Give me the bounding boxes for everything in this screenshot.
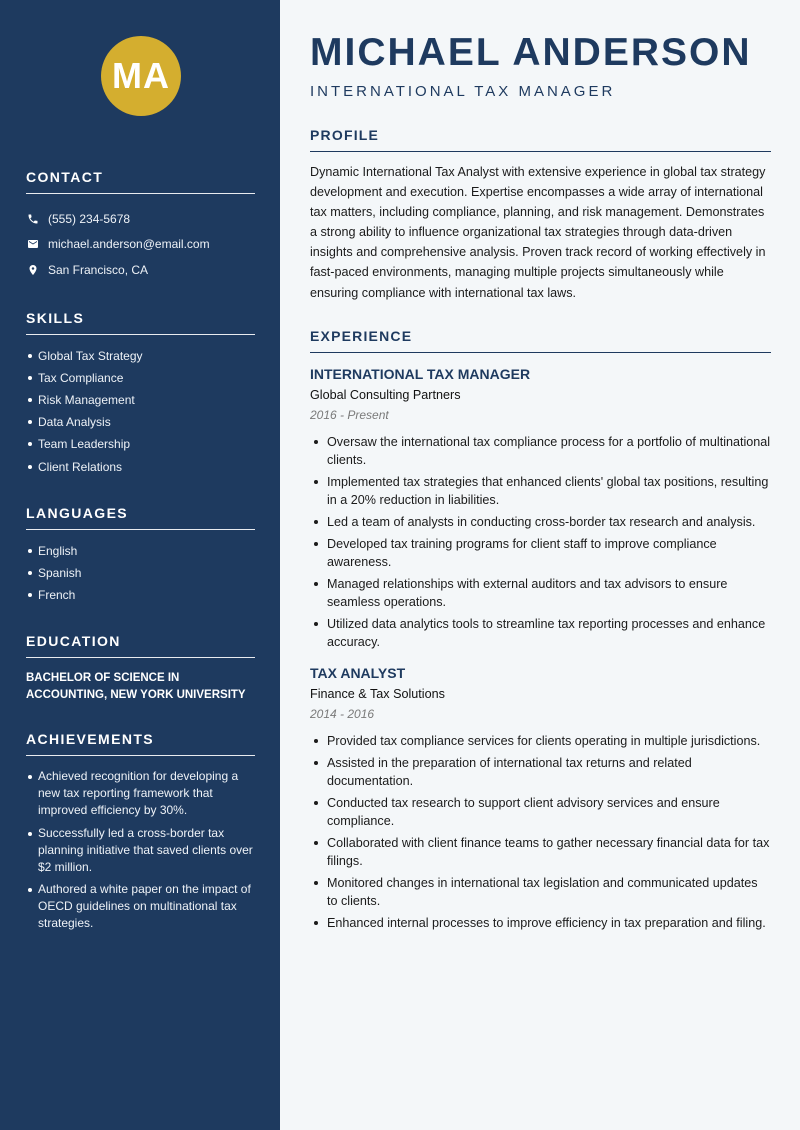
job-bullet: Monitored changes in international tax legislation and communicated updates to clients. (310, 874, 771, 910)
avatar (101, 36, 181, 116)
languages-section (26, 505, 255, 607)
achievements-heading: ACHIEVEMENTS (26, 731, 255, 756)
job-dates: 2014 - 2016 (310, 706, 375, 721)
contact-location (26, 257, 255, 283)
achievement-item: Authored a white paper on the impact of OECD guidelines on multinational tax strategies. (26, 881, 255, 932)
contact-email (26, 232, 255, 258)
contact-section (26, 169, 255, 283)
profile-section (310, 127, 771, 303)
avatar-initials: MA (112, 55, 170, 96)
job-bullets (310, 433, 771, 651)
job-bullet: Managed relationships with external auditors and tax advisors to ensure seamless operations. (310, 575, 771, 611)
languages-heading: LANGUAGES (26, 505, 255, 530)
contact-list (26, 206, 255, 283)
job-company: Global Consulting Partners (310, 387, 461, 402)
contact-phone (26, 206, 255, 232)
sidebar (0, 0, 280, 1130)
candidate-role: INTERNATIONAL TAX MANAGER (310, 83, 616, 100)
job-bullet: Developed tax training programs for client staff to improve compliance awareness. (310, 535, 771, 571)
candidate-name: MICHAEL ANDERSON (310, 31, 752, 74)
skills-list (26, 345, 255, 478)
skill-item: Data Analysis (26, 411, 255, 433)
languages-list (26, 540, 255, 607)
job-bullet: Oversaw the international tax compliance process for a portfolio of multinational clients. (310, 433, 771, 469)
language-item: French (26, 584, 255, 606)
job-bullet: Implemented tax strategies that enhanced clients' global tax positions, resulting in a 20% reduction in liabilities. (310, 473, 771, 509)
language-item: Spanish (26, 562, 255, 584)
language-item: English (26, 540, 255, 562)
job-title: TAX ANALYST (310, 664, 406, 681)
location-text: San Francisco, CA (48, 262, 149, 277)
skill-item: Team Leadership (26, 433, 255, 455)
education-heading: EDUCATION (26, 633, 255, 658)
profile-heading: PROFILE (310, 127, 771, 152)
achievements-list (26, 768, 255, 932)
achievements-section (26, 731, 255, 932)
job-bullet: Utilized data analytics tools to streamline tax reporting processes and enhance accuracy. (310, 615, 771, 651)
education-degree: BACHELOR OF SCIENCE IN ACCOUNTING, NEW YORK UNIVERSITY (26, 672, 246, 702)
location-icon (26, 263, 40, 277)
main-content (310, 0, 771, 936)
phone-icon (26, 212, 40, 226)
job-bullet: Collaborated with client finance teams to gather necessary financial data for tax filings. (310, 834, 771, 870)
skill-item: Global Tax Strategy (26, 345, 255, 367)
job-bullet: Led a team of analysts in conducting cross-border tax research and analysis. (310, 513, 771, 531)
job-entry (310, 664, 771, 932)
phone-text: (555) 234-5678 (48, 211, 131, 226)
skill-item: Client Relations (26, 456, 255, 478)
job-bullet: Provided tax compliance services for clients operating in multiple jurisdictions. (310, 732, 771, 750)
job-bullet: Assisted in the preparation of international tax returns and related documentation. (310, 754, 771, 790)
email-text: michael.anderson@email.com (48, 237, 210, 252)
achievement-item: Achieved recognition for developing a new tax reporting framework that improved efficiency by 30%. (26, 768, 255, 819)
job-bullet: Enhanced internal processes to improve efficiency in tax preparation and filing. (310, 914, 771, 932)
education-section (26, 633, 255, 704)
job-dates: 2016 - Present (310, 407, 389, 422)
achievement-item: Successfully led a cross-border tax planning initiative that saved clients over $2 million. (26, 825, 255, 876)
profile-text: Dynamic International Tax Analyst with extensive experience in global tax strategy development and execution. Expertise encompasses a wide array of international tax matters, including compliance, planning, and risk management. Demonstrates a strong ability to influence organizational tax strategies through data-driven insights and comprehensive analysis. Proven track record of working effectively in fast-paced environments, managing multiple projects simultaneously while ensuring compliance with international tax laws. (310, 165, 766, 300)
skills-section (26, 310, 255, 478)
skills-heading: SKILLS (26, 310, 255, 335)
job-bullets (310, 732, 771, 932)
skill-item: Risk Management (26, 389, 255, 411)
experience-section (310, 328, 771, 932)
experience-heading: EXPERIENCE (310, 328, 771, 353)
job-title: INTERNATIONAL TAX MANAGER (310, 365, 531, 382)
email-icon (26, 237, 40, 251)
skill-item: Tax Compliance (26, 367, 255, 389)
contact-heading: CONTACT (26, 169, 255, 194)
job-bullet: Conducted tax research to support client advisory services and ensure compliance. (310, 794, 771, 830)
job-entry (310, 365, 771, 651)
job-company: Finance & Tax Solutions (310, 686, 445, 701)
